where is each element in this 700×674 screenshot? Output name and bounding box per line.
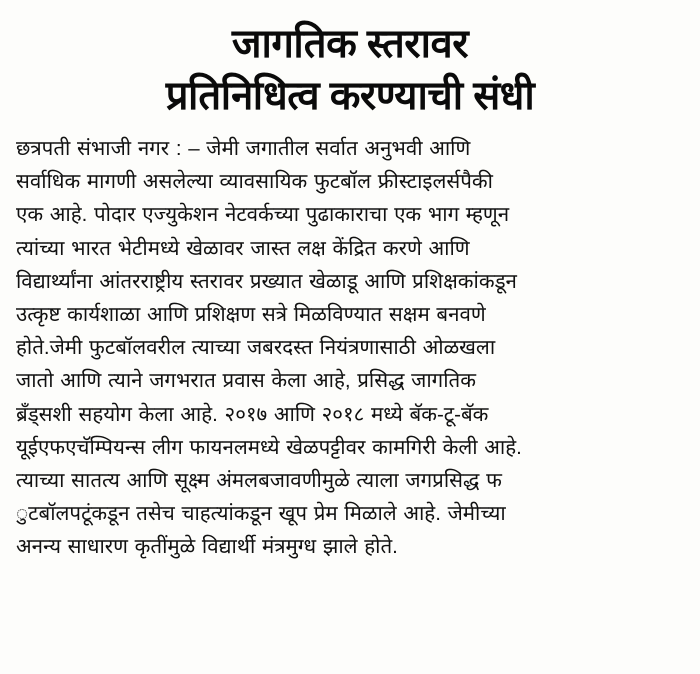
article-paragraph [16,132,684,564]
page-title [16,18,684,122]
headline-line-2: प्रतिनिधित्व करण्याची संधी [165,74,535,118]
body-line: यूईएफएचॅम्पियन्स लीग फायनलमध्ये खेळपट्टीवर कामगिरी केली आहे. [16,435,522,459]
body-line: एक आहे. पोदार एज्युकेशन नेटवर्कच्या पुढाकाराचा एक भाग म्हणून [16,203,510,227]
body-line: जातो आणि त्याने जगभरात प्रवास केला आहे, प्रसिद्ध जागतिक [16,369,476,393]
body-line: अनन्य साधारण कृतींमुळे विद्यार्थी मंत्रमुग्ध झाले होते. [16,535,398,559]
body-line: ब्रँड्सशी सहयोग केला आहे. २०१७ आणि २०१८ मध्ये बॅक-टू-बॅक [16,402,489,426]
body-line: ुटबॉलपटूंकडून तसेच चाहत्यांकडून खूप प्रेम मिळाले आहे. जेमीच्या [16,502,506,526]
body-line: होते.जेमी फुटबॉलवरील त्याच्या जबरदस्त नियंत्रणासाठी ओळखला [16,336,496,360]
body-line: त्यांच्या भारत भेटीमध्ये खेळावर जास्त लक्ष केंद्रित करणे आणि [16,236,470,260]
body-line: उत्कृष्ट कार्यशाळा आणि प्रशिक्षण सत्रे मिळविण्यात सक्षम बनवणे [16,303,486,327]
article-body [16,132,684,564]
body-line: छत्रपती संभाजी नगर : – जेमी जगातील सर्वात अनुभवी आणि [16,137,471,160]
body-line: त्याच्या सातत्य आणि सूक्ष्म अंमलबजावणीमुळे त्याला जगप्रसिद्ध फ [16,469,502,493]
body-line: विद्यार्थ्यांना आंतरराष्ट्रीय स्तरावर प्रख्यात खेळाडू आणि प्रशिक्षकांकडून [16,269,517,293]
headline-line-1: जागतिक स्तरावर [231,22,469,66]
body-line: सर्वाधिक मागणी असलेल्या व्यावसायिक फुटबॉल फ्रीस्टाइलर्सपैकी [16,170,493,194]
